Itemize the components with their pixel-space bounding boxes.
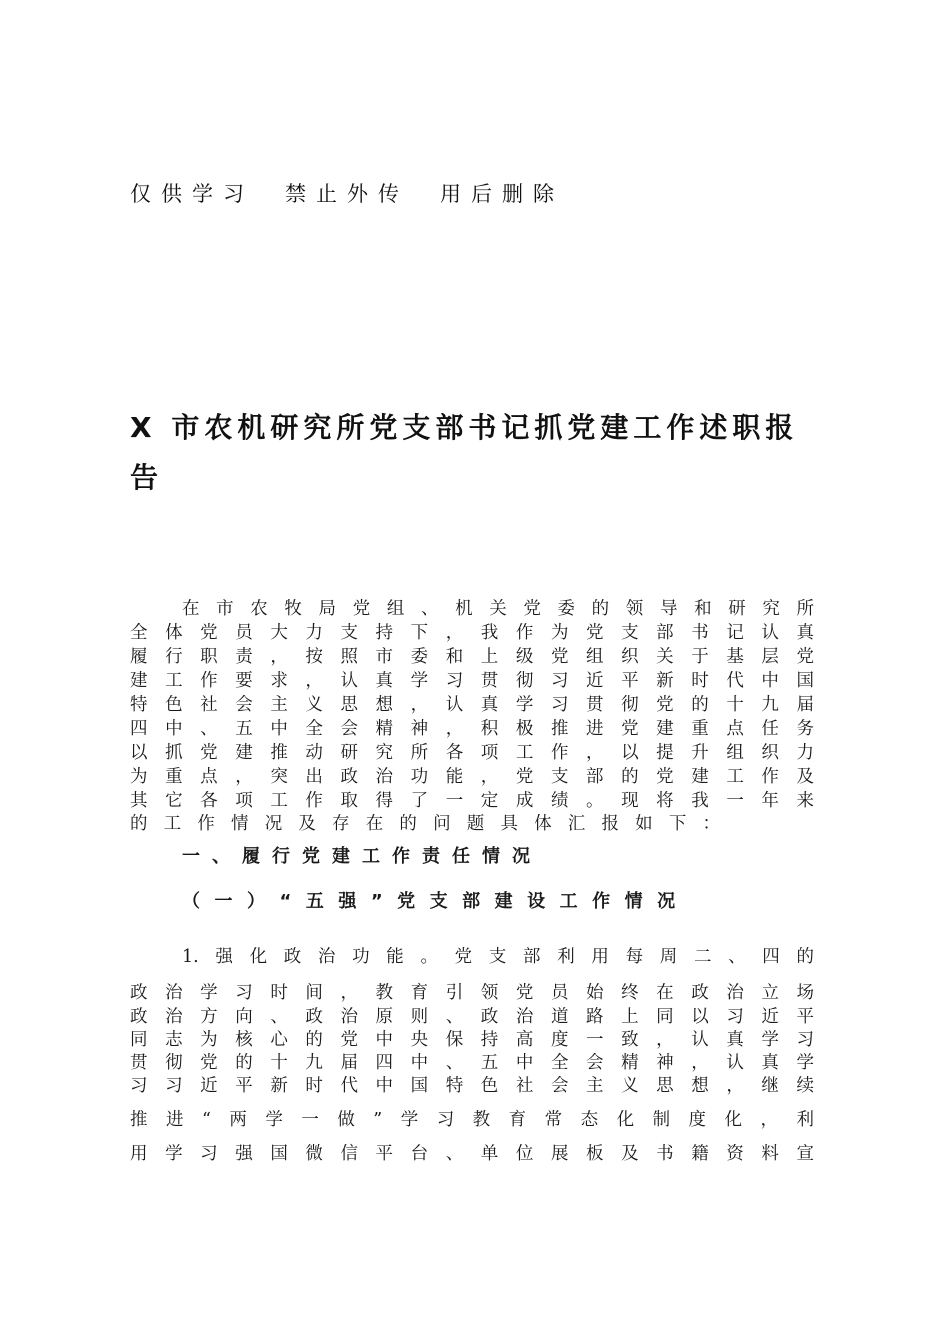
body-line: 推进“两学一做”学习教育常态化制度化，利 (130, 1110, 814, 1130)
intro-line: 特色社会主义思想，认真学习贯彻党的十九届 (130, 695, 814, 715)
body-line: 同志为核心的党中央保持高度一致，认真学习 (130, 1030, 814, 1050)
confidential-notice: 仅供学习 禁止外传 用后删除 (130, 182, 564, 206)
intro-line: 的工作情况及存在的问题具体汇报如下： (130, 814, 720, 834)
body-line: 用学习强国微信平台、单位展板及书籍资料宣 (130, 1144, 814, 1164)
intro-line: 四中、五中全会精神，积极推进党建重点任务 (130, 719, 814, 739)
section-heading: 一、履行党建工作责任情况 (182, 846, 542, 867)
intro-line: 全体党员大力支持下，我作为党支部书记认真 (130, 623, 814, 643)
intro-line: 以抓党建推动研究所各项工作，以提升组织力 (130, 743, 814, 763)
intro-line: 履行职责，按照市委和上级党组织关于基层党 (130, 647, 814, 667)
intro-line: 在市农牧局党组、机关党委的领导和研究所 (182, 599, 814, 619)
subsection-heading: （一）“五强”党支部建设工作情况 (182, 891, 690, 912)
report-title: X 市农机研究所党支部书记抓党建工作述职报告 (130, 411, 799, 494)
body-line: 贯彻党的十九届四中、五中全会精神，认真学 (130, 1053, 814, 1073)
intro-line: 其它各项工作取得了一定成绩。现将我一年来 (130, 791, 814, 811)
intro-line: 建工作要求，认真学习贯彻习近平新时代中国 (130, 671, 814, 691)
body-line: 习习近平新时代中国特色社会主义思想，继续 (130, 1076, 814, 1096)
intro-line: 为重点，突出政治功能，党支部的党建工作及 (130, 767, 814, 787)
body-line: 政治学习时间，教育引领党员始终在政治立场 (130, 983, 814, 1003)
body-line: 政治方向、政治原则、政治道路上同以习近平 (130, 1007, 814, 1027)
body-line: 1.强化政治功能。党支部利用每周二、四的 (182, 947, 814, 967)
